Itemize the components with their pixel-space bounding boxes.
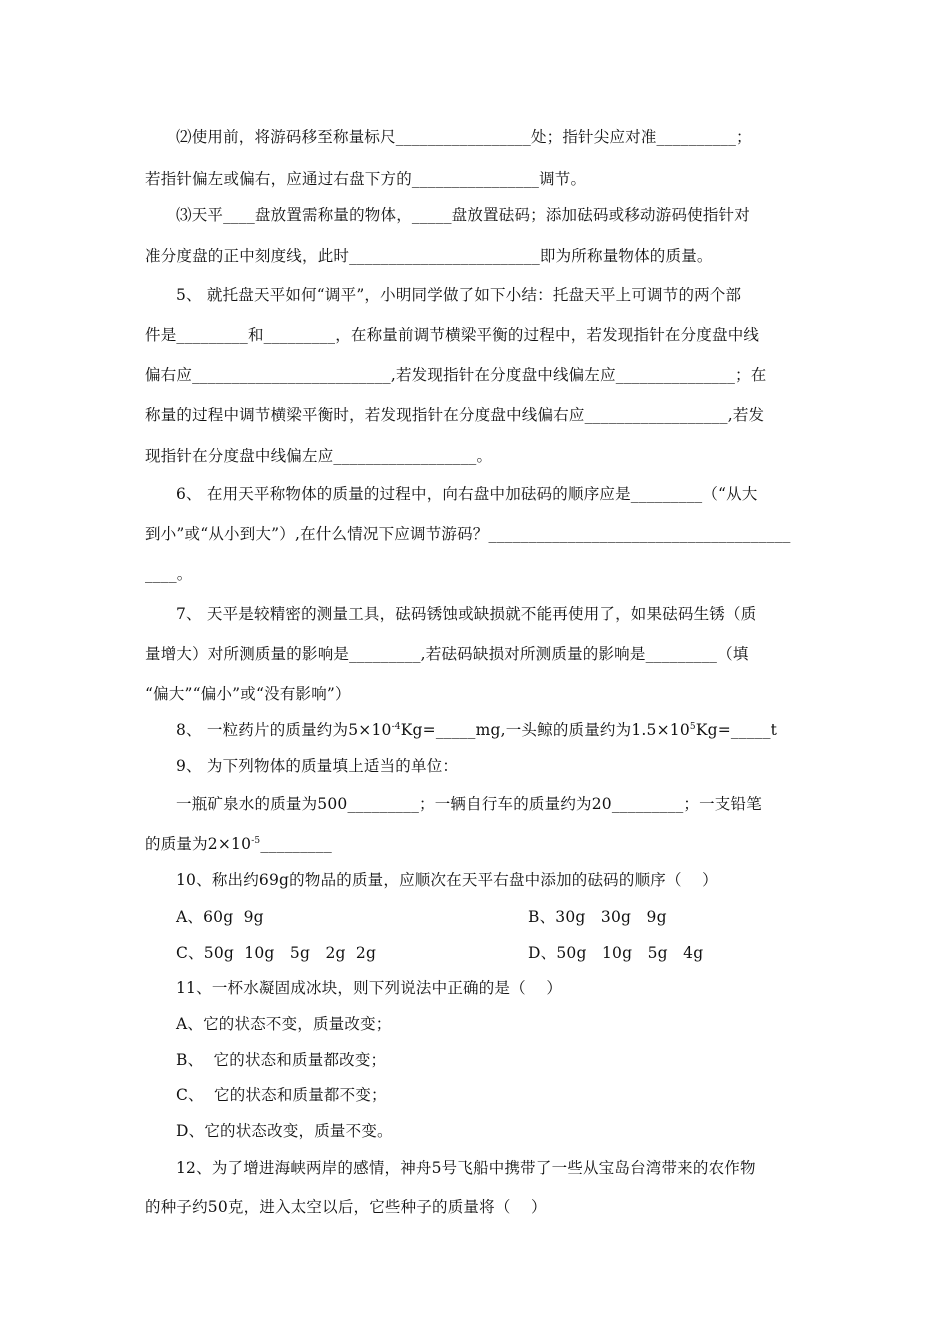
q8-exponent-2: 5 <box>689 722 696 732</box>
q10-stem: 10、称出约69g的物品的质量，应顺次在天平右盘中添加的砝码的顺序（ ） <box>176 871 718 889</box>
q12-line-1: 12、为了增进海峡两岸的感情，神舟5号飞船中携带了一些从宝岛台湾带来的农作物 <box>176 1159 756 1177</box>
q10-option-a: A、60g 9g <box>176 908 264 926</box>
q9-line-2-prefix: 的质量为2×10 <box>145 835 252 853</box>
q5-line-4: 称量的过程中调节横梁平衡时，若发现指针在分度盘中线偏右应__________________,若发 <box>145 406 765 424</box>
q5-line-2: 件是_________和_________，在称量前调节横梁平衡的过程中，若发现指针在分度盘中线 <box>145 326 760 344</box>
q8-suffix: Kg=_____t <box>695 721 778 739</box>
q9-title: 9、 为下列物体的质量填上适当的单位： <box>176 757 459 775</box>
q10-option-b: B、30g 30g 9g <box>528 908 667 926</box>
q11-option-d: D、它的状态改变，质量不变。 <box>176 1122 393 1140</box>
q10-option-d: D、50g 10g 5g 4g <box>528 944 704 962</box>
q9-exponent: -5 <box>251 836 261 846</box>
q-item-2-line-2: 若指针偏左或偏右，应通过右盘下方的________________调节。 <box>145 170 587 188</box>
q-item-3-line-1: ⑶天平____盘放置需称量的物体，_____盘放置砝码；添加砝码或移动游码使指针对 <box>176 206 750 224</box>
q8-middle: Kg=_____mg,一头鲸的质量约为1.5×10 <box>400 721 690 739</box>
q11-option-c: C、 它的状态和质量都不变； <box>176 1086 387 1104</box>
q-item-2-line-1: ⑵使用前，将游码移至称量标尺_________________处；指针尖应对准__________； <box>176 128 752 146</box>
q8-line <box>176 720 836 740</box>
q5-line-3: 偏右应_________________________,若发现指针在分度盘中线偏左应_______________；在 <box>145 366 767 384</box>
q9-line-2-suffix: _________ <box>260 835 332 853</box>
q5-line-1: 5、 就托盘天平如何“调平”，小明同学做了如下小结：托盘天平上可调节的两个部 <box>176 286 742 304</box>
q7-line-3: “偏大”“偏小”或“没有影响”） <box>145 685 351 703</box>
q9-line-1: 一瓶矿泉水的质量为500_________；一辆自行车的质量约为20_________；一支铅笔 <box>176 795 762 813</box>
q7-line-2: 量增大）对所测质量的影响是_________,若砝码缺损对所测质量的影响是_________（填 <box>145 645 749 663</box>
q-item-3-line-2: 准分度盘的正中刻度线，此时________________________即为所称量物体的质量。 <box>145 247 713 265</box>
q12-line-2: 的种子约50克，进入太空以后，它些种子的质量将（ ） <box>145 1198 547 1216</box>
q6-line-1: 6、 在用天平称物体的质量的过程中，向右盘中加砝码的顺序应是_________（“从大 <box>176 485 758 503</box>
q11-option-b: B、 它的状态和质量都改变； <box>176 1051 387 1069</box>
q11-option-a: A、它的状态不变，质量改变； <box>176 1015 392 1033</box>
q8-exponent-1: -4 <box>391 722 401 732</box>
q7-line-1: 7、 天平是较精密的测量工具，砝码锈蚀或缺损就不能再使用了，如果砝码生锈（质 <box>176 605 757 623</box>
q5-line-5: 现指针在分度盘中线偏左应__________________。 <box>145 447 493 465</box>
q6-line-3: ____。 <box>145 565 193 583</box>
q9-line-2 <box>145 834 805 854</box>
q10-option-c: C、50g 10g 5g 2g 2g <box>176 944 377 962</box>
q6-line-2: 到小”或“从小到大”）,在什么情况下应调节游码？______________________________________ <box>145 525 791 543</box>
q8-prefix: 8、 一粒药片的质量约为5×10 <box>176 721 392 739</box>
q11-stem: 11、一杯水凝固成冰块，则下列说法中正确的是（ ） <box>176 979 563 997</box>
